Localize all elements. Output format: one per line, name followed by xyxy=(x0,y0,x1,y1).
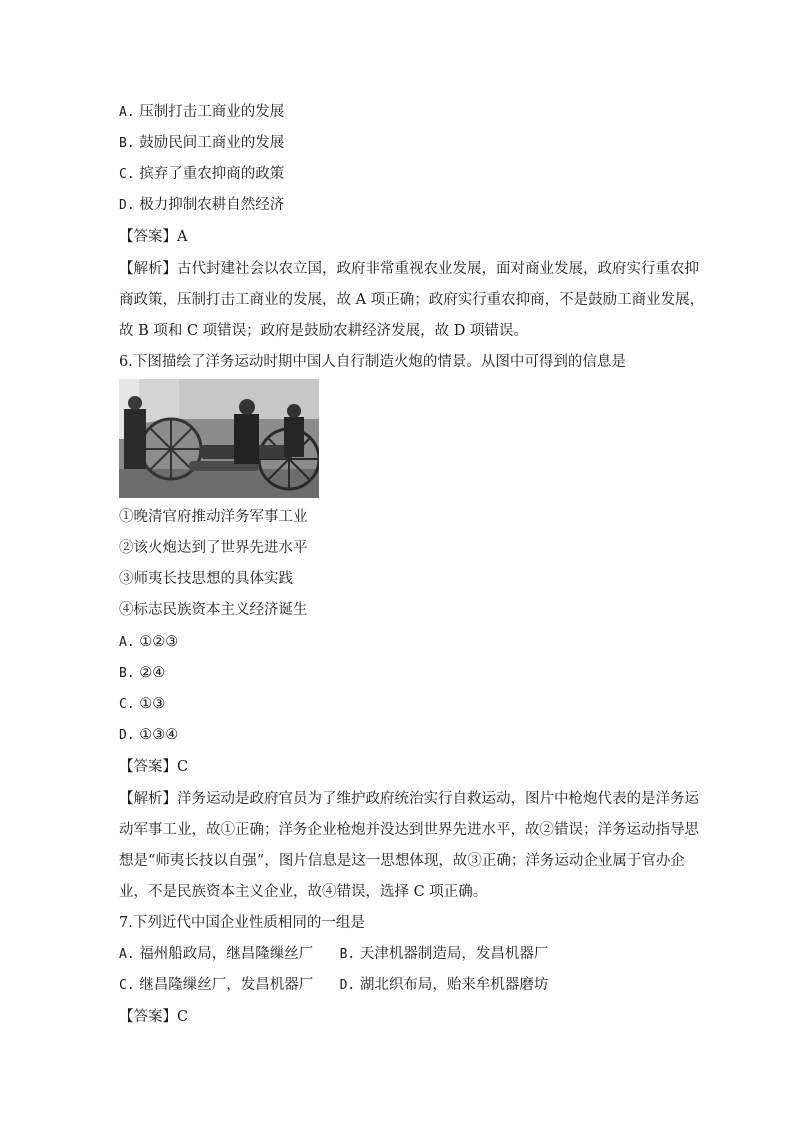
q5-option-c[interactable]: C. 摈弃了重农抑商的政策 xyxy=(119,166,285,182)
q5-analysis-line-1: 【解析】古代封建社会以农立国，政府非常重视农业发展，面对商业发展，政府实行重农抑 xyxy=(119,261,699,277)
q6-statement-1: ①晚清官府推动洋务军事工业 xyxy=(119,509,308,525)
q6-analysis-line-4: 业，不是民族资本主义企业，故④错误，选择 C 项正确。 xyxy=(119,884,488,900)
q5-analysis-line-2: 商政策，压制打击工商业的发展，故 A 项正确；政府实行重农抑商，不是鼓励工商业发展， xyxy=(119,292,705,308)
cannon-photo xyxy=(119,379,319,498)
q6-option-a[interactable]: A. ①②③ xyxy=(119,634,179,650)
q6-analysis-line-3: 想是“师夷长技以自强”，图片信息是这一思想体现，故③正确；洋务运动企业属于官办企 xyxy=(119,853,685,869)
q6-statement-3: ③师夷长技思想的具体实践 xyxy=(119,571,293,587)
q6-statement-4: ④标志民族资本主义经济诞生 xyxy=(119,602,308,618)
q6-answer: 【答案】C xyxy=(119,759,189,775)
q6-analysis-line-2: 动军事工业，故①正确；洋务企业枪炮并没达到世界先进水平，故②错误；洋务运动指导思 xyxy=(119,822,699,838)
q5-option-b[interactable]: B. 鼓励民间工商业的发展 xyxy=(119,135,285,151)
q6-option-c[interactable]: C. ①③ xyxy=(119,696,166,712)
q6-option-d[interactable]: D. ①③④ xyxy=(119,727,179,743)
q5-analysis-line-3: 故 B 项和 C 项错误；政府是鼓励农耕经济发展，故 D 项错误。 xyxy=(119,323,529,339)
q7-option-b[interactable]: B. 天津机器制造局，发昌机器厂 xyxy=(339,946,549,962)
q6-stem: 6.下图描绘了洋务运动时期中国人自行制造火炮的情景。从图中可得到的信息是 xyxy=(119,354,626,370)
q7-option-a[interactable]: A. 福州船政局，继昌隆缫丝厂 xyxy=(119,946,314,962)
q6-option-b[interactable]: B. ②④ xyxy=(119,665,166,681)
q7-stem: 7.下列近代中国企业性质相同的一组是 xyxy=(119,915,365,931)
q7-options-row-2 xyxy=(119,975,548,996)
q7-option-d[interactable]: D. 湖北织布局，贻来牟机器磨坊 xyxy=(339,977,549,993)
q5-option-a[interactable]: A. 压制打击工商业的发展 xyxy=(119,104,285,120)
q6-analysis-line-1: 【解析】洋务运动是政府官员为了维护政府统治实行自救运动，图片中枪炮代表的是洋务运 xyxy=(119,791,699,807)
q7-option-c[interactable]: C. 继昌隆缫丝厂，发昌机器厂 xyxy=(119,977,314,993)
q5-answer: 【答案】A xyxy=(119,229,188,245)
q6-statement-2: ②该火炮达到了世界先进水平 xyxy=(119,540,308,556)
q7-answer: 【答案】C xyxy=(119,1009,189,1025)
q7-options-row-1 xyxy=(119,944,548,965)
q5-option-d[interactable]: D. 极力抑制农耕自然经济 xyxy=(119,197,285,213)
